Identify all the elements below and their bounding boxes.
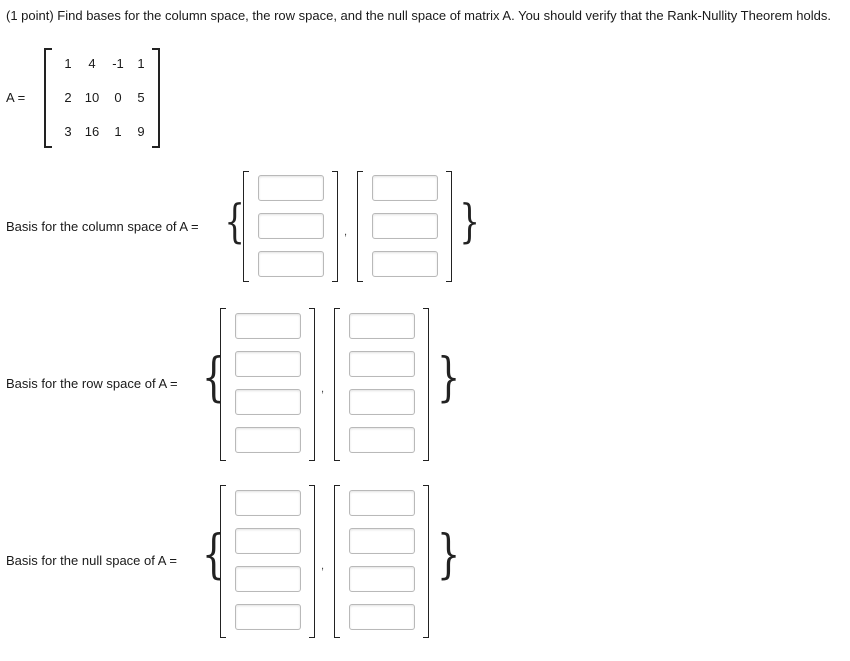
matrix-right-bracket [152, 48, 160, 148]
row-basis-v2-entry-3[interactable] [349, 389, 415, 415]
matrix-cell: 5 [137, 90, 145, 105]
null-basis-v2-entry-4[interactable] [349, 604, 415, 630]
matrix-label: A = [6, 90, 26, 105]
null-basis-v1-entry-3[interactable] [235, 566, 301, 592]
vector-left-bracket [334, 308, 340, 461]
close-brace: } [436, 348, 461, 408]
separator-comma: , [321, 383, 325, 395]
vector-left-bracket [220, 308, 226, 461]
row-basis-v1-entry-4[interactable] [235, 427, 301, 453]
null-basis-v1-entry-2[interactable] [235, 528, 301, 554]
vector-right-bracket [423, 308, 429, 461]
row-basis-v1-entry-3[interactable] [235, 389, 301, 415]
matrix-cell: 1 [114, 124, 122, 139]
matrix-cell: 1 [137, 56, 145, 71]
matrix-cell: 9 [137, 124, 145, 139]
row-basis-v2-entry-2[interactable] [349, 351, 415, 377]
vector-right-bracket [332, 171, 338, 282]
matrix-cell: 4 [88, 56, 96, 71]
row-basis-v2-entry-4[interactable] [349, 427, 415, 453]
close-brace: } [459, 194, 480, 248]
matrix-cell: 2 [64, 90, 72, 105]
matrix-cell: 16 [84, 124, 100, 139]
vector-left-bracket [357, 171, 363, 282]
vector-left-bracket [220, 485, 226, 638]
column-basis-v2-entry-3[interactable] [372, 251, 438, 277]
vector-left-bracket [334, 485, 340, 638]
null-basis-v1-entry-4[interactable] [235, 604, 301, 630]
row-basis-v2-entry-1[interactable] [349, 313, 415, 339]
vector-right-bracket [309, 485, 315, 638]
null-basis-v1-entry-1[interactable] [235, 490, 301, 516]
column-basis-v1-entry-3[interactable] [258, 251, 324, 277]
vector-right-bracket [423, 485, 429, 638]
vector-right-bracket [446, 171, 452, 282]
vector-left-bracket [243, 171, 249, 282]
row-basis-v1-entry-1[interactable] [235, 313, 301, 339]
separator-comma: , [321, 560, 325, 572]
open-brace: { [201, 525, 226, 585]
open-brace: { [224, 194, 245, 248]
matrix-cell: 3 [64, 124, 72, 139]
null-basis-v2-entry-1[interactable] [349, 490, 415, 516]
matrix-cell: -1 [112, 56, 124, 71]
column-basis-v1-entry-1[interactable] [258, 175, 324, 201]
column-basis-v2-entry-1[interactable] [372, 175, 438, 201]
open-brace: { [201, 348, 226, 408]
matrix-left-bracket [44, 48, 52, 148]
null-basis-v2-entry-3[interactable] [349, 566, 415, 592]
matrix-cell: 1 [64, 56, 72, 71]
separator-comma: , [344, 226, 348, 238]
column-basis-v1-entry-2[interactable] [258, 213, 324, 239]
vector-right-bracket [309, 308, 315, 461]
matrix-cell: 0 [114, 90, 122, 105]
column-basis-v2-entry-2[interactable] [372, 213, 438, 239]
row-space-label: Basis for the row space of A = [6, 376, 178, 391]
close-brace: } [436, 525, 461, 585]
null-basis-v2-entry-2[interactable] [349, 528, 415, 554]
column-space-label: Basis for the column space of A = [6, 219, 199, 234]
null-space-label: Basis for the null space of A = [6, 553, 177, 568]
row-basis-v1-entry-2[interactable] [235, 351, 301, 377]
problem-statement: (1 point) Find bases for the column space, the row space, and the null space of matrix A. You should verify that the Rank-Nullity Theorem holds. [6, 8, 831, 23]
matrix-cell: 10 [84, 90, 100, 105]
